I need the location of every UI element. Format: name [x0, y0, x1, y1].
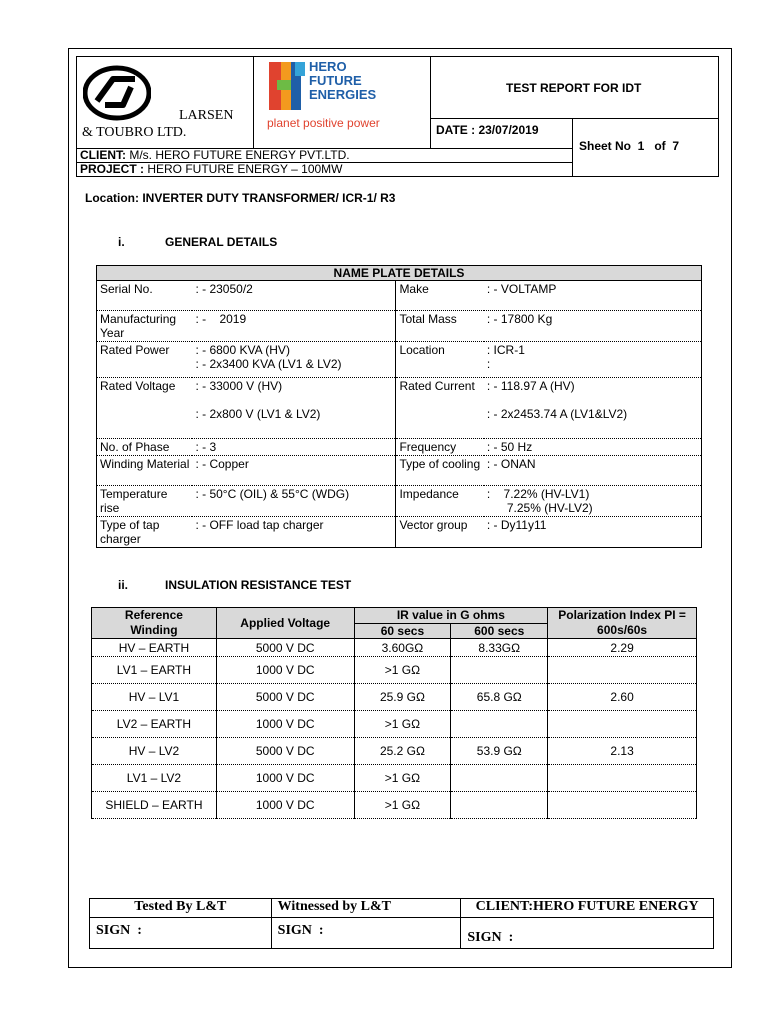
cell-60s: >1 GΩ	[354, 711, 451, 738]
section1-number: i.	[118, 235, 125, 249]
cell-voltage: 1000 V DC	[216, 657, 354, 684]
np-label: No. of Phase	[97, 439, 193, 456]
lt-logo	[83, 65, 151, 121]
sign-field-witnessed: SIGN :	[271, 918, 461, 949]
insulation-resistance-table	[91, 607, 697, 819]
sign-field-tested: SIGN :	[90, 918, 272, 949]
cell-60s: 3.60GΩ	[354, 639, 451, 657]
np-value: : - Copper	[192, 456, 395, 486]
np-value: : 7.22% (HV-LV1) 7.25% (HV-LV2)	[484, 486, 702, 517]
cell-reference: LV1 – LV2	[92, 765, 217, 792]
cell-pi: 2.29	[548, 639, 697, 657]
np-value: : - 6800 KVA (HV) : - 2x3400 KVA (LV1 & LV2)	[192, 342, 395, 378]
report-title: TEST REPORT FOR IDT	[506, 81, 642, 95]
client-signoff-label: CLIENT:HERO FUTURE ENERGY	[461, 899, 714, 918]
np-value: : - ONAN	[484, 456, 702, 486]
table-row	[92, 711, 697, 738]
cell-60s: 25.9 GΩ	[354, 684, 451, 711]
cell-pi: 2.60	[548, 684, 697, 711]
cell-voltage: 5000 V DC	[216, 684, 354, 711]
report-header	[76, 56, 719, 177]
cell-reference: HV – LV2	[92, 738, 217, 765]
table-row	[92, 792, 697, 819]
client-line	[80, 148, 350, 162]
np-label: Frequency	[396, 439, 484, 456]
client-value: M/s. HERO FUTURE ENERGY PVT.LTD.	[126, 148, 350, 162]
cell-pi	[548, 711, 697, 738]
np-value: : - 3	[192, 439, 395, 456]
table-row	[92, 765, 697, 792]
np-label: Rated Power	[97, 342, 193, 378]
cell-600s: 8.33GΩ	[451, 639, 548, 657]
np-value: : - 33000 V (HV) : - 2x800 V (LV1 & LV2)	[192, 378, 395, 439]
cell-reference: LV2 – EARTH	[92, 711, 217, 738]
np-label: Location	[396, 342, 484, 378]
cell-600s	[451, 657, 548, 684]
col-600-secs: 600 secs	[451, 623, 548, 639]
cell-pi: 2.13	[548, 738, 697, 765]
tested-by-label: Tested By L&T	[90, 899, 272, 918]
sheet-number: Sheet No 1 of 7	[579, 139, 680, 153]
section2-number: ii.	[118, 578, 129, 592]
cell-pi	[548, 657, 697, 684]
np-label: Temperature rise	[97, 486, 193, 517]
cell-voltage: 1000 V DC	[216, 765, 354, 792]
np-label: Type of cooling	[396, 456, 484, 486]
np-value: : - 23050/2	[192, 281, 395, 311]
col-ir-value: IR value in G ohms	[354, 608, 548, 624]
cell-600s: 65.8 GΩ	[451, 684, 548, 711]
report-date: DATE : 23/07/2019	[436, 123, 539, 137]
cell-60s: 25.2 GΩ	[354, 738, 451, 765]
hero-logo-line3: ENERGIES	[309, 87, 377, 102]
witnessed-by-label: Witnessed by L&T	[271, 899, 461, 918]
cell-60s: >1 GΩ	[354, 792, 451, 819]
hero-future-energies-logo	[267, 60, 395, 132]
np-label: Vector group	[399, 518, 468, 532]
hero-logo-tagline: planet positive power	[267, 116, 380, 130]
np-value: : - VOLTAMP	[484, 281, 702, 311]
cell-reference: LV1 – EARTH	[92, 657, 217, 684]
np-value: : - 118.97 A (HV) : - 2x2453.74 A (LV1&LV2)	[484, 378, 702, 439]
np-label: Total Mass	[396, 311, 484, 342]
cell-60s: >1 GΩ	[354, 765, 451, 792]
cell-600s	[451, 765, 548, 792]
np-label: Manufacturing Year	[97, 311, 193, 342]
section2-title: INSULATION RESISTANCE TEST	[165, 578, 352, 592]
signature-table	[89, 898, 714, 949]
table-row	[92, 738, 697, 765]
np-label: Winding Material	[97, 456, 193, 486]
sign-field-client: SIGN :	[461, 918, 714, 949]
col-60-secs: 60 secs	[354, 623, 451, 639]
project-label: PROJECT :	[80, 162, 145, 176]
nameplate-title: NAME PLATE DETAILS	[97, 266, 702, 281]
company-name-line2: & TOUBRO LTD.	[82, 125, 187, 140]
np-label: Rated Voltage	[97, 378, 193, 439]
cell-reference: SHIELD – EARTH	[92, 792, 217, 819]
cell-60s: >1 GΩ	[354, 657, 451, 684]
cell-voltage: 1000 V DC	[216, 792, 354, 819]
np-label: Impedance	[396, 486, 484, 517]
project-line	[80, 162, 343, 176]
cell-voltage: 5000 V DC	[216, 639, 354, 657]
table-row	[92, 639, 697, 657]
hero-logo-line1: HERO	[309, 59, 347, 74]
np-value: : - OFF load tap charger	[192, 517, 395, 548]
nameplate-table	[96, 265, 702, 548]
col-polarization-index: Polarization Index PI = 600s/60s	[548, 608, 697, 639]
np-value: : - 50 Hz	[484, 439, 702, 456]
col-reference-winding: Reference Winding	[92, 608, 217, 639]
client-label: CLIENT:	[80, 148, 126, 162]
np-value: : - Dy11y11	[486, 518, 547, 532]
cell-pi	[548, 792, 697, 819]
section1-title: GENERAL DETAILS	[165, 235, 278, 249]
cell-reference: HV – EARTH	[92, 639, 217, 657]
np-value: : - 17800 Kg	[484, 311, 702, 342]
np-label: Rated Current	[396, 378, 484, 439]
hero-logo-line2: FUTURE	[309, 73, 362, 88]
cell-600s	[451, 792, 548, 819]
np-label: Serial No.	[97, 281, 193, 311]
np-label: Make	[396, 281, 484, 311]
project-value: HERO FUTURE ENERGY – 100MW	[144, 162, 343, 176]
table-row	[92, 684, 697, 711]
cell-reference: HV – LV1	[92, 684, 217, 711]
np-value: : ICR-1 :	[484, 342, 702, 378]
company-name-line1: LARSEN	[179, 108, 234, 123]
np-value: : - 50°C (OIL) & 55°C (WDG)	[192, 486, 395, 517]
table-row	[92, 657, 697, 684]
location-line: Location: INVERTER DUTY TRANSFORMER/ ICR-1/ R3	[85, 191, 396, 205]
cell-voltage: 1000 V DC	[216, 711, 354, 738]
cell-600s	[451, 711, 548, 738]
cell-pi	[548, 765, 697, 792]
cell-voltage: 5000 V DC	[216, 738, 354, 765]
cell-600s: 53.9 GΩ	[451, 738, 548, 765]
np-label: Type of tap charger	[100, 518, 160, 546]
np-value: : - 2019	[192, 311, 395, 342]
col-applied-voltage: Applied Voltage	[216, 608, 354, 639]
